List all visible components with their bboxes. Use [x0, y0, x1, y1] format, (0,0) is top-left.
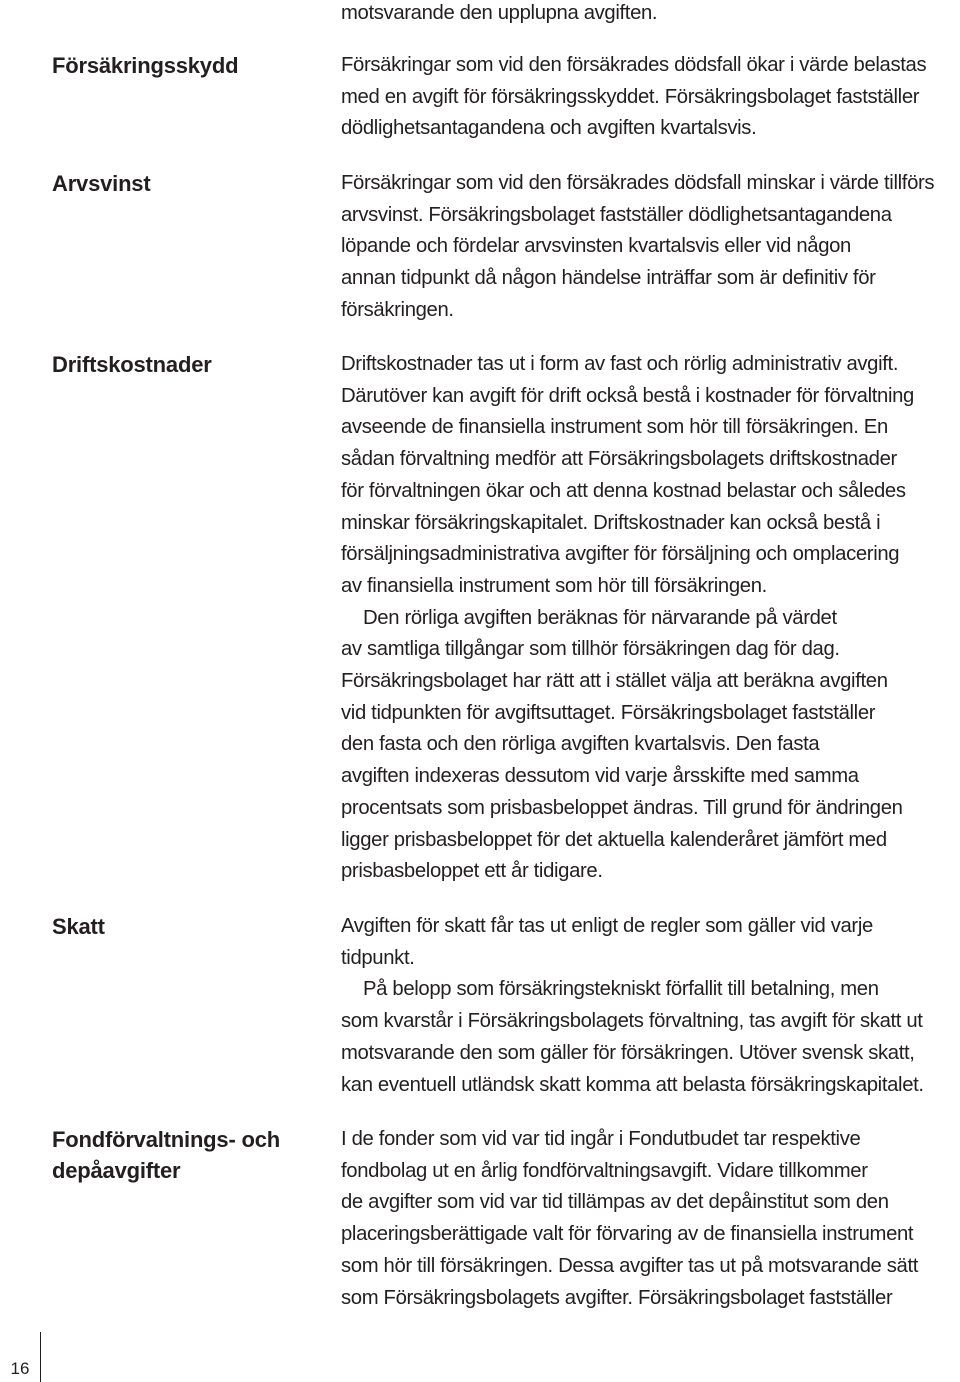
paragraph: Driftskostnader tas ut i form av fast och rörlig administrativ avgift. Därutöver kan avgift för drift också bestå i kostnader för förvaltning avseende de finansiella instrument som hör till försäkringen. En sådan förvaltning medför att Försäkringsbolagets driftskostnader för förvaltningen ökar och att denna kostnad belastar och således minskar försäkringskapitalet. Driftskostnader kan också bestå i försäljningsadministrativa avgifter för försäljning och omplacering av finansiella instrument som hör till försäkringen.: [341, 353, 914, 597]
section-heading: Skatt: [52, 914, 105, 939]
section-heading: Försäkringsskydd: [52, 53, 239, 78]
paragraph: Försäkringar som vid den försäkrades dödsfall minskar i värde tillförs arvsvinst. Försäkringsbolaget fastställer dödlighetsantagandena löpande och fördelar arvsvinsten kvartalsvis eller vid någon annan tidpunkt då någon händelse inträffar som är definitiv för försäkringen.: [341, 172, 935, 321]
section-body: [341, 50, 960, 145]
paragraph: På belopp som försäkringstekniskt förfallit till betalning, men som kvarstår i Försäkringsbolagets förvaltning, tas avgift för skatt ut motsvarande den som gäller för försäkringen. Utöver svensk skatt, kan eventuell utländsk skatt komma att belasta försäkringskapitalet.: [341, 978, 924, 1096]
paragraph: I de fonder som vid var tid ingår i Fondutbudet tar respektive fondbolag ut en årlig fondförvaltningsavgift. Vidare tillkommer de avgifter som vid var tid tillämpas av det depåinstitut som den placeringsberättigade valt för förvaring av de finansiella instrument som hör till försäkringen. Dessa avgifter tas ut på motsvarande sätt som Försäkringsbolagets avgifter. Försäkringsbolaget fastställer: [341, 1128, 919, 1309]
paragraph: Avgiften för skatt får tas ut enligt de regler som gäller vid varje tidpunkt.: [341, 915, 873, 969]
section-body: [341, 1124, 960, 1314]
section-heading: Driftskostnader: [52, 352, 212, 377]
section-body: [341, 168, 960, 327]
paragraph: Den rörliga avgiften beräknas för närvarande på värdet av samtliga tillgångar som tillhör försäkringen dag för dag. Försäkringsbolaget har rätt att i stället välja att beräkna avgiften vid tidpunkten för avgiftsuttaget. Försäkringsbolaget fastställer den fasta och den rörliga avgiften kvartalsvis. Den fasta avgiften indexeras dessutom vid varje årsskifte med samma procentsats som prisbasbeloppet ändras. Till grund för ändringen ligger prisbasbeloppet för det aktuella kalenderåret jämfört med prisbasbeloppet ett år tidigare.: [341, 606, 903, 883]
paragraph: motsvarande den upplupna avgiften.: [341, 2, 658, 24]
paragraph: Försäkringar som vid den försäkrades dödsfall ökar i värde belastas med en avgift för försäkringsskyddet. Försäkringsbolaget fastställer dödlighetsantagandena och avgiften kvartalsvis.: [341, 54, 927, 140]
page-number-rule: [40, 1332, 41, 1382]
page-number: 16: [10, 1359, 30, 1378]
section-body: [341, 349, 960, 888]
section-heading: Fondförvaltnings- och depåavgifter: [52, 1127, 281, 1183]
section-body: [341, 911, 960, 1101]
section-heading: Arvsvinst: [52, 171, 151, 196]
